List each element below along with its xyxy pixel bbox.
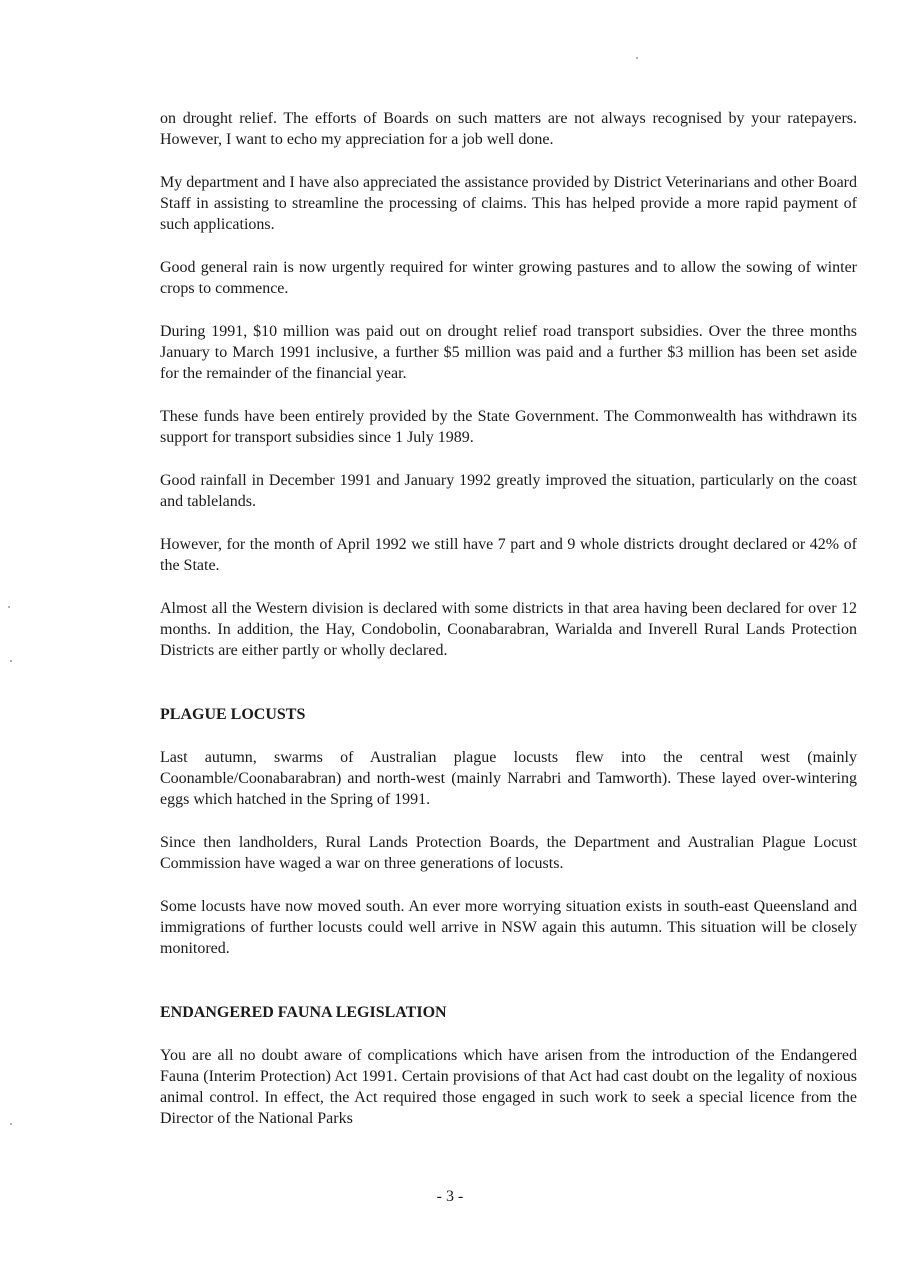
scan-speck	[10, 1123, 12, 1125]
endangered-fauna-section	[160, 1002, 857, 1129]
document-body	[160, 108, 857, 1151]
scan-speck	[8, 606, 10, 608]
paragraph: Since then landholders, Rural Lands Protection Boards, the Department and Australian Plague Locust Commission have waged a war on three generations of locusts.	[160, 834, 857, 872]
paragraph: Good rainfall in December 1991 and January 1992 greatly improved the situation, particularly on the coast and tablelands.	[160, 472, 857, 510]
paragraph: on drought relief. The efforts of Boards on such matters are not always recognised by your ratepayers. However, I want to echo my appreciation for a job well done.	[160, 110, 857, 148]
section-heading: PLAGUE LOCUSTS	[160, 706, 306, 723]
paragraph: Good general rain is now urgently required for winter growing pastures and to allow the sowing of winter crops to commence.	[160, 259, 857, 297]
paragraph: During 1991, $10 million was paid out on drought relief road transport subsidies. Over the three months January to March 1991 inclusive, a further $5 million was paid and a further $3 million has been set aside for the remainder of the financial year.	[160, 323, 857, 382]
paragraph: You are all no doubt aware of complications which have arisen from the introduction of the Endangered Fauna (Interim Protection) Act 1991. Certain provisions of that Act had cast doubt on the legality of noxious animal control. In effect, the Act required those engaged in such work to seek a special licence from the Director of the National Parks	[160, 1047, 857, 1127]
paragraph: Some locusts have now moved south. An ever more worrying situation exists in south-east Queensland and immigrations of further locusts could well arrive in NSW again this autumn. This situation will be closely monitored.	[160, 898, 857, 957]
drought-section	[160, 108, 857, 661]
plague-locusts-section	[160, 704, 857, 959]
scan-speck	[10, 660, 12, 662]
paragraph: These funds have been entirely provided by the State Government. The Commonwealth has withdrawn its support for transport subsidies since 1 July 1989.	[160, 408, 857, 446]
section-heading: ENDANGERED FAUNA LEGISLATION	[160, 1004, 447, 1021]
paragraph: Almost all the Western division is declared with some districts in that area having been declared for over 12 months. In addition, the Hay, Condobolin, Coonabarabran, Warialda and Inverell Rural Lands Protection Districts are either partly or wholly declared.	[160, 600, 857, 659]
page-number: - 3 -	[436, 1188, 464, 1205]
scan-speck	[636, 57, 638, 59]
paragraph: However, for the month of April 1992 we still have 7 part and 9 whole districts drought declared or 42% of the State.	[160, 536, 857, 574]
paragraph: My department and I have also appreciated the assistance provided by District Veterinarians and other Board Staff in assisting to streamline the processing of claims. This has helped provide a more rapid payment of such applications.	[160, 174, 857, 233]
paragraph: Last autumn, swarms of Australian plague locusts flew into the central west (mainly Coonamble/Coonabarabran) and north-west (mainly Narrabri and Tamworth). These layed over-wintering eggs which hatched in the Spring of 1991.	[160, 749, 857, 808]
